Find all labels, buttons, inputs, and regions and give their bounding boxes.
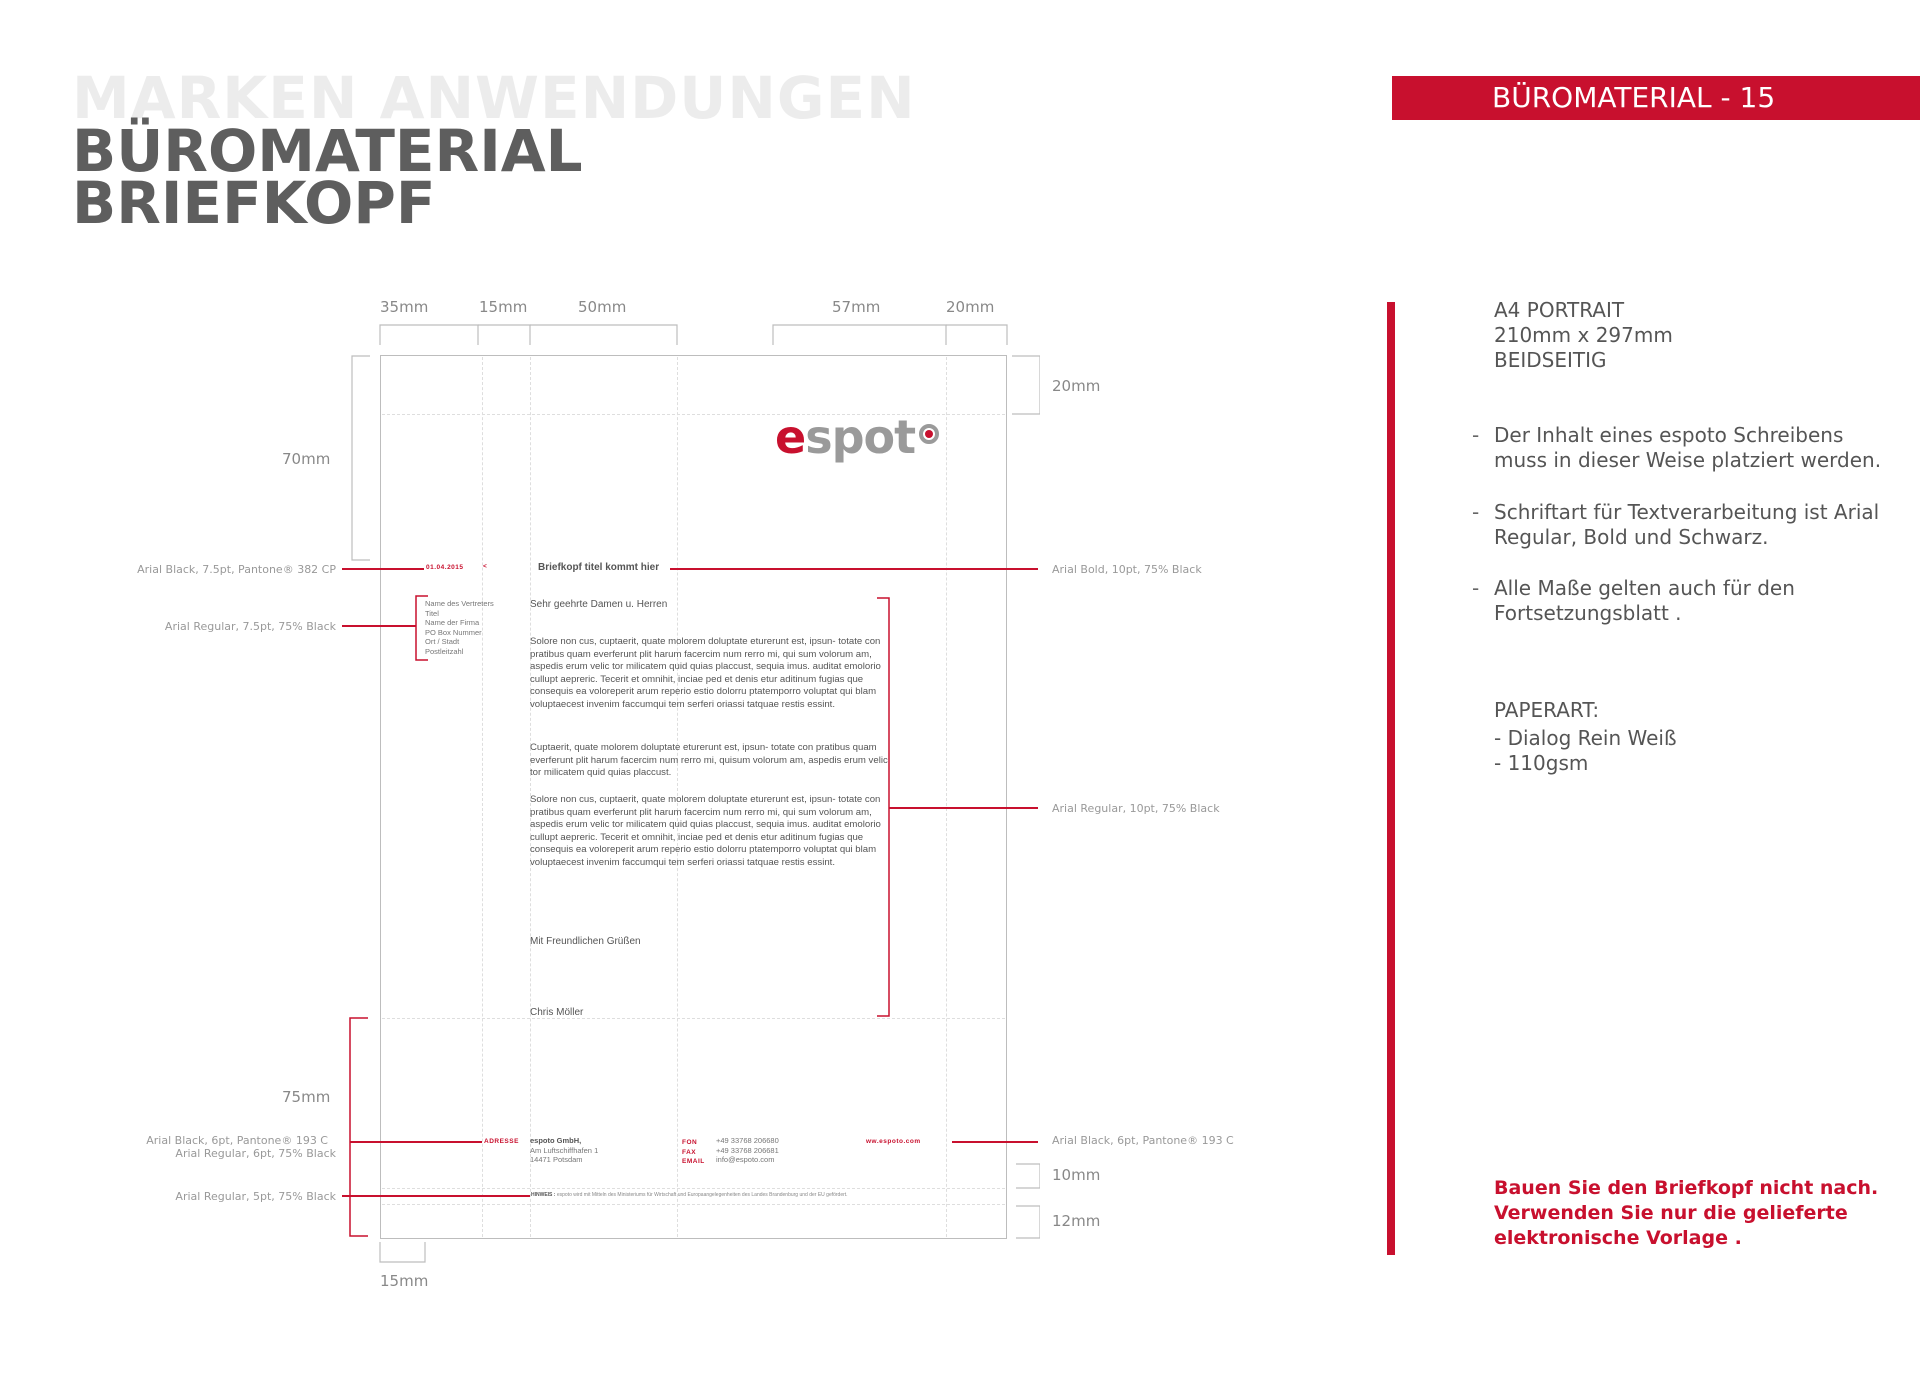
bullet-3-line-1: Alle Maße gelten auch für den [1494,576,1795,600]
dim-top-57: 57mm [832,298,881,316]
footer-hinweis: HINWEIS : espoto wird mit Mitteln des Ministeriums für Wirtschaft und Europaangelegenheiten des Landes Brandenburg und der EU gefördert. [531,1192,848,1198]
dim-top-20: 20mm [946,298,995,316]
leader-line [889,807,1038,809]
right-top-bracket [1010,352,1040,422]
letter-date: 01.04.2015 [426,564,464,571]
bullet-marker: - [1472,423,1480,447]
dim-top-35: 35mm [380,298,429,316]
right-bottom-brackets [1010,1160,1040,1244]
annotation-date-font: Arial Black, 7.5pt, Pantone® 382 CP [137,563,336,576]
accent-bar [1387,302,1395,1255]
footer-company: espoto GmbH, Am Luftschiffhafen 1 14471 Potsdam [530,1136,599,1164]
dim-left-bottom: 75mm [282,1088,331,1106]
dim-right-12: 12mm [1052,1212,1101,1230]
leader-line [350,1141,482,1143]
page-subtitle: BRIEFKOPF [72,169,436,237]
bottom-bracket [376,1240,436,1270]
grid-line [482,357,483,1237]
closing: Mit Freundlichen Grüßen [530,936,641,947]
paragraph-1: Solore non cus, cuptaerit, quate molorem doluptate eturerunt est, ipsun- totate con pratibus quam everferunt plit harum facercim num rerro mi, qui sum volorum am, aspedis erum velic tor milicatem quid quias placcust, sequia imus. auditat emolorio cullupt aepreric. Tecerit et omnihit, inciae ped et denis etur aditinum fugias que consequis ea voloreperit arum reperio estio dolorru ptatemporro voluptat qui blam voluptaecest invenim faccumqui tem serferi oriassi tatquae restis essint. [530,636,881,710]
annotation-footer-right: Arial Black, 6pt, Pantone® 193 C [1052,1134,1234,1147]
logo-target-icon [919,424,939,444]
dim-left-top: 70mm [282,450,331,468]
address-block: Name des Vertreters Titel Name der Firma PO Box Nummer Ort / Stadt Postleitzahl [425,599,494,656]
left-top-bracket [348,352,378,564]
leader-line [342,568,424,570]
annotation-address-font: Arial Regular, 7.5pt, 75% Black [164,620,336,633]
footer-contact-labels: FON FAX EMAIL [682,1139,705,1165]
warning-line-1: Bauen Sie den Briefkopf nicht nach. [1494,1177,1879,1199]
paper-title: PAPERART: [1494,698,1600,722]
paper-item-2: - 110gsm [1494,751,1589,775]
footer-web: ww.espoto.com [866,1138,921,1145]
letter-subject: Briefkopf titel kommt hier [538,562,660,573]
format-line-1: A4 PORTRAIT [1494,298,1625,322]
bullet-marker: - [1472,500,1480,524]
page-title: BÜROMATERIAL [72,117,583,185]
format-line-3: BEIDSEITIG [1494,348,1607,372]
dim-top-15: 15mm [479,298,528,316]
grid-line [946,357,947,1237]
bullet-marker: - [1472,576,1480,600]
footer-address-label: ADRESSE [484,1138,519,1145]
dim-top-50: 50mm [578,298,627,316]
warning-line-2: Verwenden Sie nur die gelieferte [1494,1202,1848,1224]
annotation-title-font: Arial Bold, 10pt, 75% Black [1052,563,1202,576]
paragraph-2: Cuptaerit, quate molorem doluptate eturerunt est, ipsun- totate con pratibus quam everferunt plit harum facercim num rerro mi, quisum volorum am, aspedis erum velic tor milicatem quid quias placcust. [530,742,888,779]
signature: Chris Möller [530,1007,584,1018]
ghost-title: MARKEN ANWENDUNGEN [72,64,916,132]
annotation-footer-3: Arial Regular, 5pt, 75% Black [175,1190,336,1203]
leader-line [342,1195,530,1197]
section-banner: BÜROMATERIAL - 15 [1392,76,1920,120]
grid-line [382,1204,1005,1205]
annotation-body-font: Arial Regular, 10pt, 75% Black [1052,802,1220,815]
bullet-3-line-2: Fortsetzungsblatt . [1494,601,1682,625]
dim-right-top: 20mm [1052,377,1101,395]
grid-line [382,1188,1005,1189]
warning-line-3: elektronische Vorlage . [1494,1227,1742,1249]
paragraph-3: Solore non cus, cuptaerit, quate molorem doluptate eturerunt est, ipsun- totate con pratibus quam everferunt plit harum facercim num rerro mi, qui sum volorum am, aspedis erum velic tor milicatem quid quias placcust, sequia imus. auditat emolorio cullupt aepreric. Tecerit et omnihit, inciae ped et denis etur aditinum fugias que consequis ea voloreperit arum reperio estio dolorru ptatemporro voluptat qui blam voluptaecest invenim faccumqui tem serferi oriassi tatquae restis essint. [530,794,881,868]
dim-right-10: 10mm [1052,1166,1101,1184]
espoto-logo: espot [775,410,916,464]
footer-contact-values: +49 33768 206680 +49 33768 206681 info@espoto.com [716,1136,779,1164]
salutation: Sehr geehrte Damen u. Herren [530,599,668,610]
dim-bottom: 15mm [380,1272,429,1290]
leader-line [670,568,1038,570]
annotation-footer-2: Arial Regular, 6pt, 75% Black [175,1147,336,1160]
format-line-2: 210mm x 297mm [1494,323,1673,347]
bullet-2-line-2: Regular, Bold und Schwarz. [1494,525,1769,549]
paper-item-1: - Dialog Rein Weiß [1494,726,1677,750]
annotation-footer-1: Arial Black, 6pt, Pantone® 193 C [146,1134,328,1147]
bullet-1-line-2: muss in dieser Weise platziert werden. [1494,448,1882,472]
top-dimension-brackets [370,320,1020,360]
date-arrow: < [483,563,488,570]
bullet-1-line-1: Der Inhalt eines espoto Schreibens [1494,423,1844,447]
leader-line [342,625,416,627]
left-bottom-bracket [346,1014,376,1240]
bullet-2-line-1: Schriftart für Textverarbeitung ist Arial [1494,500,1880,524]
leader-line [952,1141,1038,1143]
